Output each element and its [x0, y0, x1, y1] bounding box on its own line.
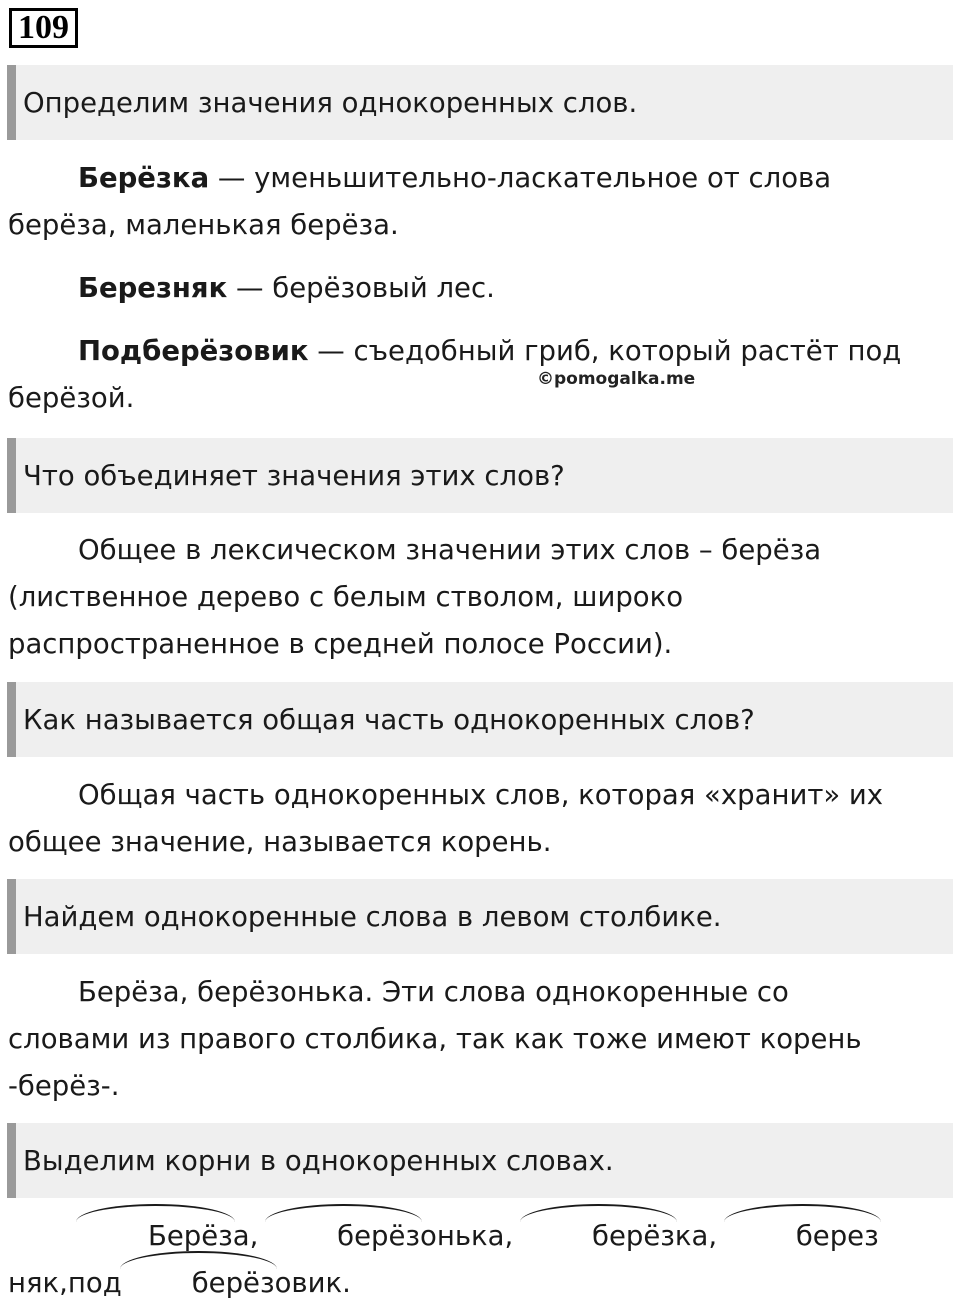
task-number: 109 [9, 8, 78, 48]
answer-root-part: Общая часть однокоренных слов, которая «хранит» их общее значение, называется корень. [8, 779, 884, 858]
definition-bereznyak [8, 265, 908, 312]
root-arc-mark [265, 1204, 422, 1222]
answer-left-column: Берёза, берёзонька. Эти слова однокоренные со словами из правого столбика, так как тоже имеют корень -берёз-. [8, 976, 862, 1102]
word-root: берёз [522, 1213, 675, 1260]
answer-meaning: Общее в лексическом значении этих слов – берёза (лиственное дерево с белым стволом, широко распространенное в средней полосе России). [8, 534, 822, 660]
root-arc-mark [520, 1204, 677, 1222]
definition-text: — уменьшительно-ласкательное от слова берёза, маленькая берёза. [8, 162, 832, 241]
word-root: берёз [122, 1260, 275, 1307]
root-arc-mark [76, 1204, 235, 1222]
root-arc-mark [724, 1204, 881, 1222]
word-sep: , [59, 1267, 68, 1299]
word-suffix: овик [274, 1267, 343, 1299]
definition-text: — берёзовый лес. [227, 272, 495, 304]
term: Берёзка [78, 162, 210, 194]
question-4: Найдем однокоренные слова в левом столбике. [7, 879, 953, 954]
roots-marked-words [8, 1213, 908, 1307]
word-root: Берёз [78, 1213, 233, 1260]
definition-text: — съедобный гриб, который растёт под берёзой. [8, 335, 902, 414]
word-suffix: ка [674, 1220, 709, 1252]
word-suffix: а [232, 1220, 250, 1252]
watermark: ©pomogalka.me [537, 369, 696, 389]
term: Березняк [78, 272, 228, 304]
word-suffix: няк [8, 1267, 60, 1299]
word-sep: , [708, 1220, 726, 1252]
word-sep: , [249, 1220, 268, 1252]
word-root: берез [726, 1213, 879, 1260]
definition-berezka [8, 155, 908, 249]
term: Подберёзовик [78, 335, 309, 367]
word-suffix: онька [420, 1220, 505, 1252]
definition-podberezovik [8, 328, 908, 422]
question-2: Что объединяет значения этих слов? [7, 438, 953, 513]
word-sep: . [342, 1267, 351, 1299]
word-root: берёз [267, 1213, 420, 1260]
word-prefix: под [67, 1267, 122, 1299]
word-sep: , [504, 1220, 522, 1252]
question-3: Как называется общая часть однокоренных слов? [7, 682, 953, 757]
question-1: Определим значения однокоренных слов. [7, 65, 953, 140]
question-5: Выделим корни в однокоренных словах. [7, 1123, 953, 1198]
